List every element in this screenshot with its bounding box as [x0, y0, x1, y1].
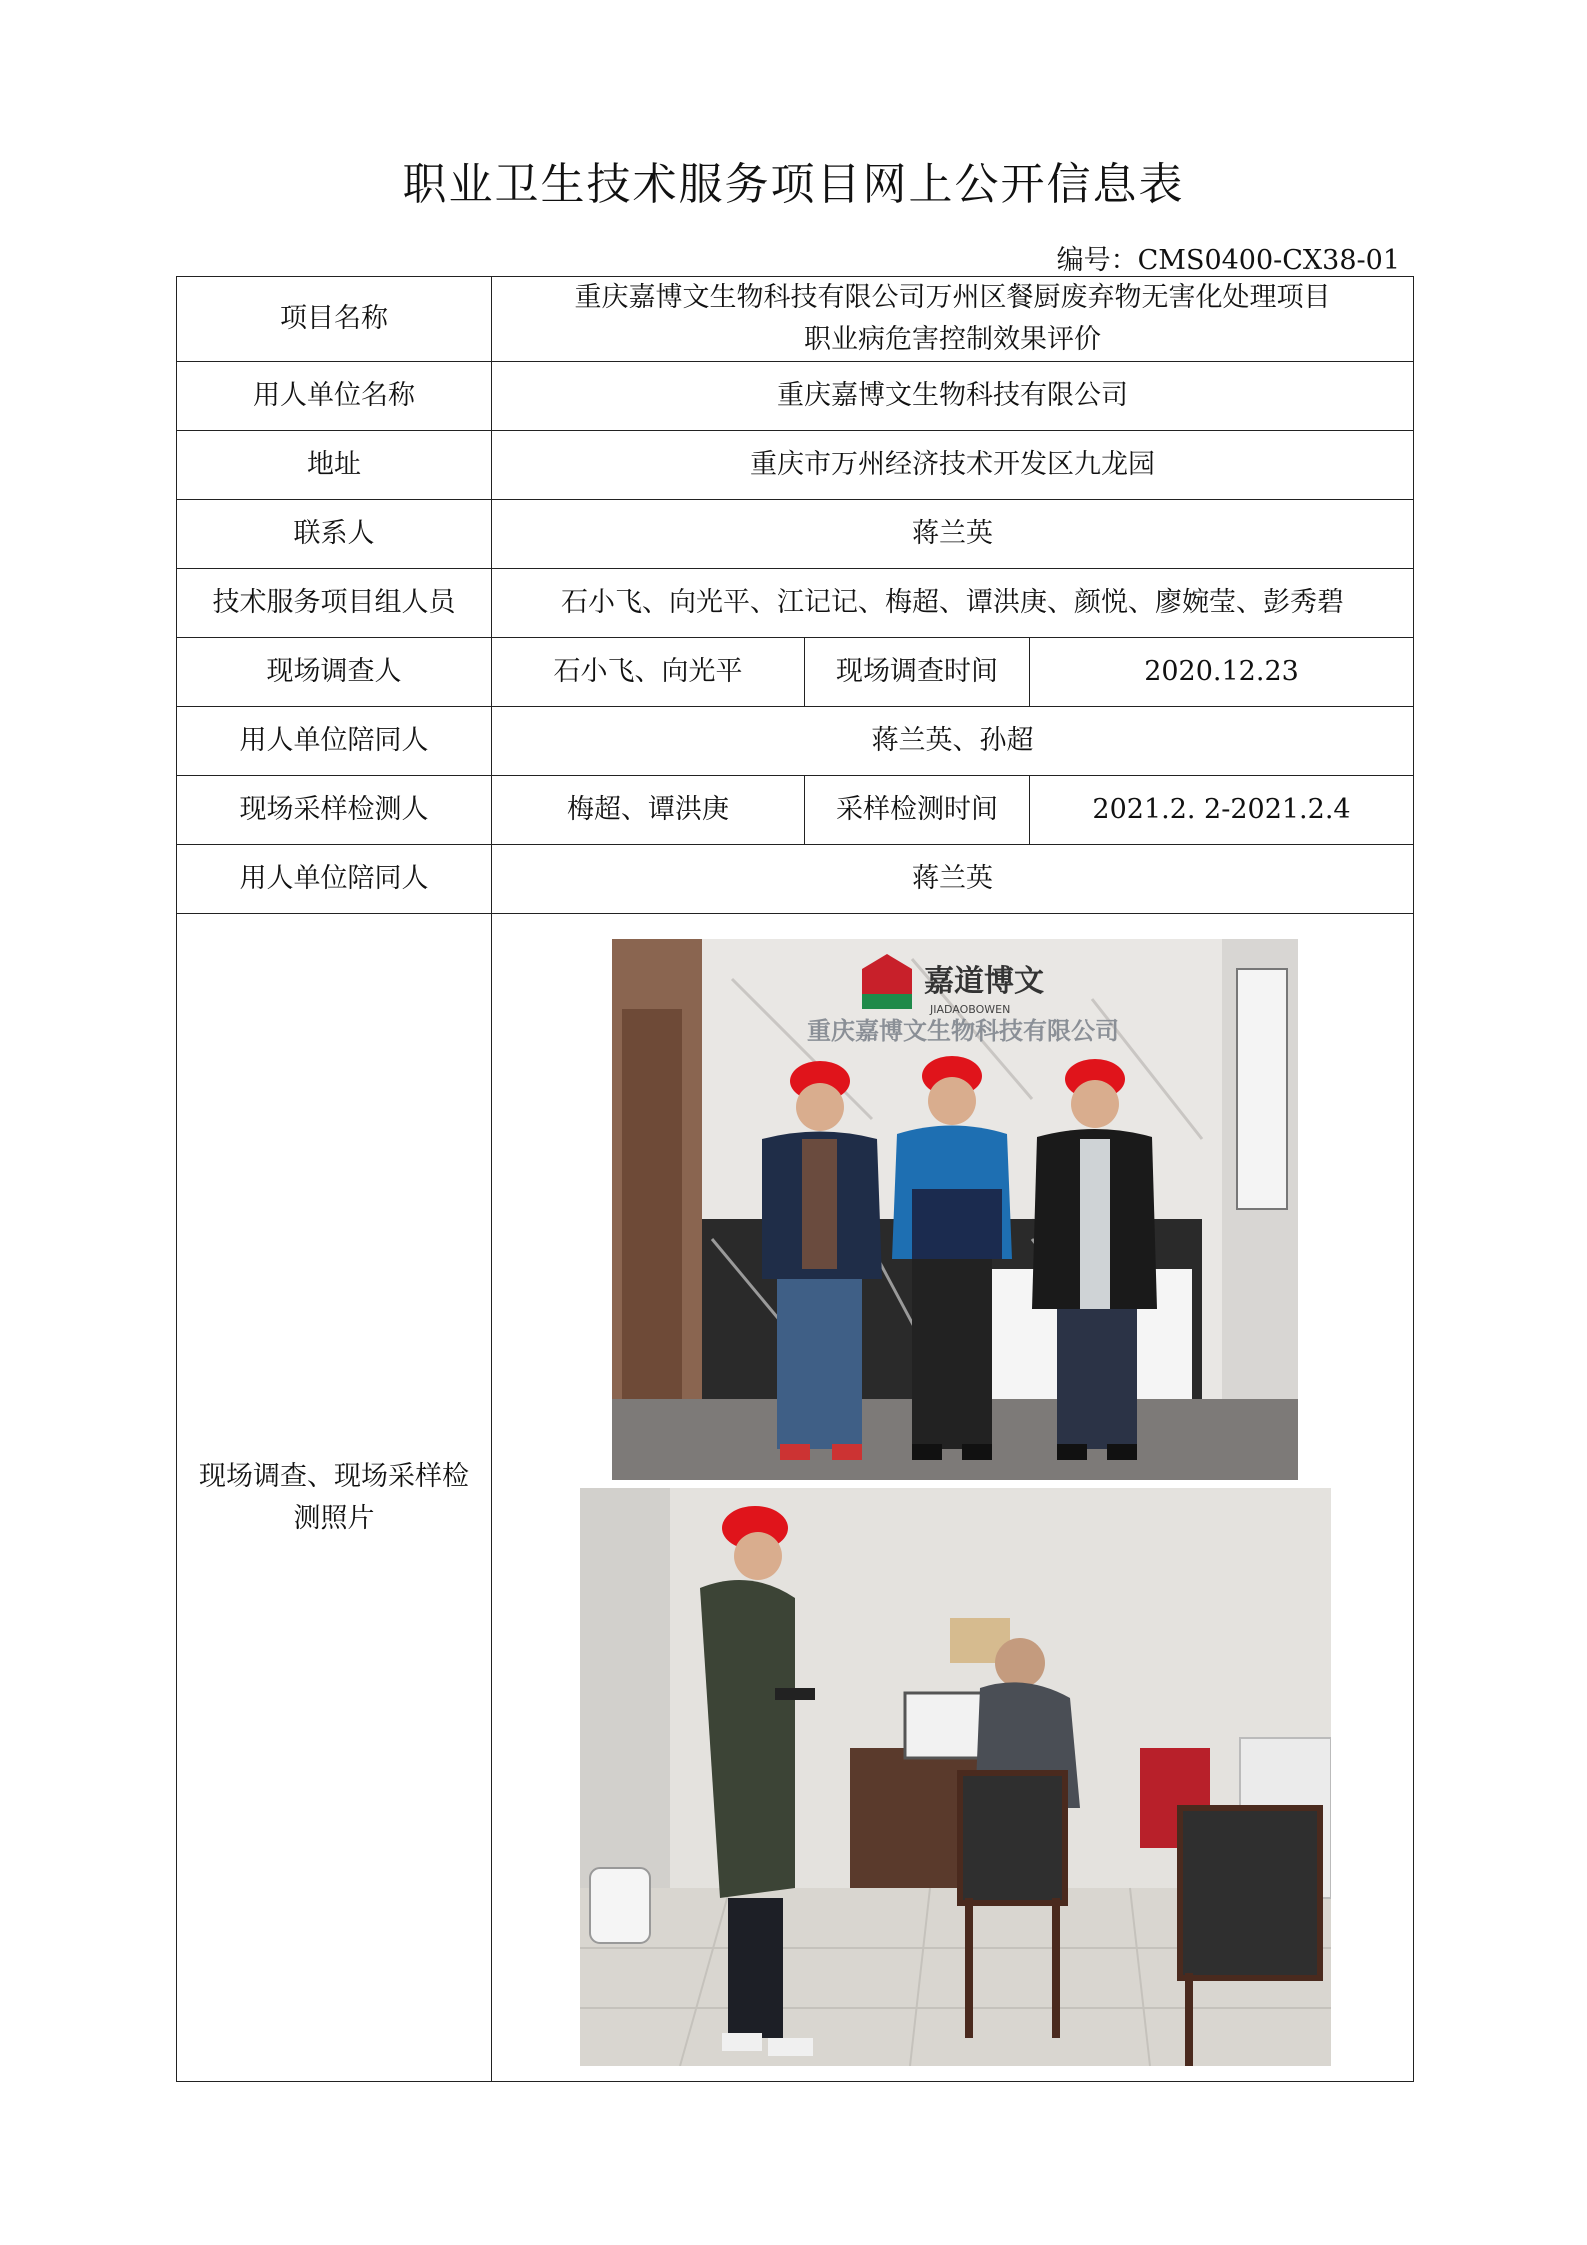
sampling-time-label: 采样检测时间 [805, 776, 1030, 845]
row-escort-1 [177, 707, 1414, 776]
sampling-label: 现场采样检测人 [177, 776, 492, 845]
sound-level-meter-icon [775, 1688, 815, 1700]
photos-label-line2: 测照片 [293, 1502, 375, 1534]
photos-cell [492, 914, 1414, 2082]
row-project-name [177, 277, 1414, 362]
row-contact [177, 500, 1414, 569]
sampling-value: 梅超、谭洪庚 [492, 776, 805, 845]
survey-time-value: 2020.12.23 [1030, 638, 1414, 707]
document-number: 编号：CMS0400-CX38-01 [1056, 245, 1400, 276]
site-survey-photo [612, 939, 1298, 1480]
photos-label-line1: 现场调查、现场采样检 [199, 1460, 469, 1492]
survey-label: 现场调查人 [177, 638, 492, 707]
escort-2-value: 蒋兰英 [492, 845, 1414, 914]
row-team [177, 569, 1414, 638]
employer-value: 重庆嘉博文生物科技有限公司 [492, 362, 1414, 431]
survey-value: 石小飞、向光平 [492, 638, 805, 707]
project-name-line2: 职业病危害控制效果评价 [804, 324, 1101, 355]
logo-text: 嘉道博文 [924, 964, 1044, 999]
project-name-value [492, 277, 1414, 362]
project-name-line1: 重庆嘉博文生物科技有限公司万州区餐厨废弃物无害化处理项目 [574, 282, 1331, 313]
contact-value: 蒋兰英 [492, 500, 1414, 569]
row-employer [177, 362, 1414, 431]
info-table [176, 276, 1414, 2082]
site-survey-photo-drawing [612, 939, 1298, 1480]
row-photos [177, 914, 1414, 2082]
escort-1-value: 蒋兰英、孙超 [492, 707, 1414, 776]
team-label: 技术服务项目组人员 [177, 569, 492, 638]
bucket-icon [590, 1868, 650, 1943]
escort-1-label: 用人单位陪同人 [177, 707, 492, 776]
contact-label: 联系人 [177, 500, 492, 569]
row-survey [177, 638, 1414, 707]
page-title: 职业卫生技术服务项目网上公开信息表 [402, 159, 1185, 210]
sampling-photo [580, 1488, 1331, 2066]
logo-subtext: JIADAOBOWEN [930, 1003, 1011, 1016]
sampling-photo-drawing [580, 1488, 1331, 2066]
photos-label [177, 914, 492, 2082]
survey-time-label: 现场调查时间 [805, 638, 1030, 707]
address-label: 地址 [177, 431, 492, 500]
team-value: 石小飞、向光平、江记记、梅超、谭洪庚、颜悦、廖婉莹、彭秀碧 [492, 569, 1414, 638]
row-address [177, 431, 1414, 500]
address-value: 重庆市万州经济技术开发区九龙园 [492, 431, 1414, 500]
sampling-time-value: 2021.2. 2-2021.2.4 [1030, 776, 1414, 845]
company-sign-text: 重庆嘉博文生物科技有限公司 [807, 1017, 1119, 1045]
employer-label: 用人单位名称 [177, 362, 492, 431]
row-escort-2 [177, 845, 1414, 914]
project-name-label: 项目名称 [177, 277, 492, 362]
row-sampling [177, 776, 1414, 845]
escort-2-label: 用人单位陪同人 [177, 845, 492, 914]
